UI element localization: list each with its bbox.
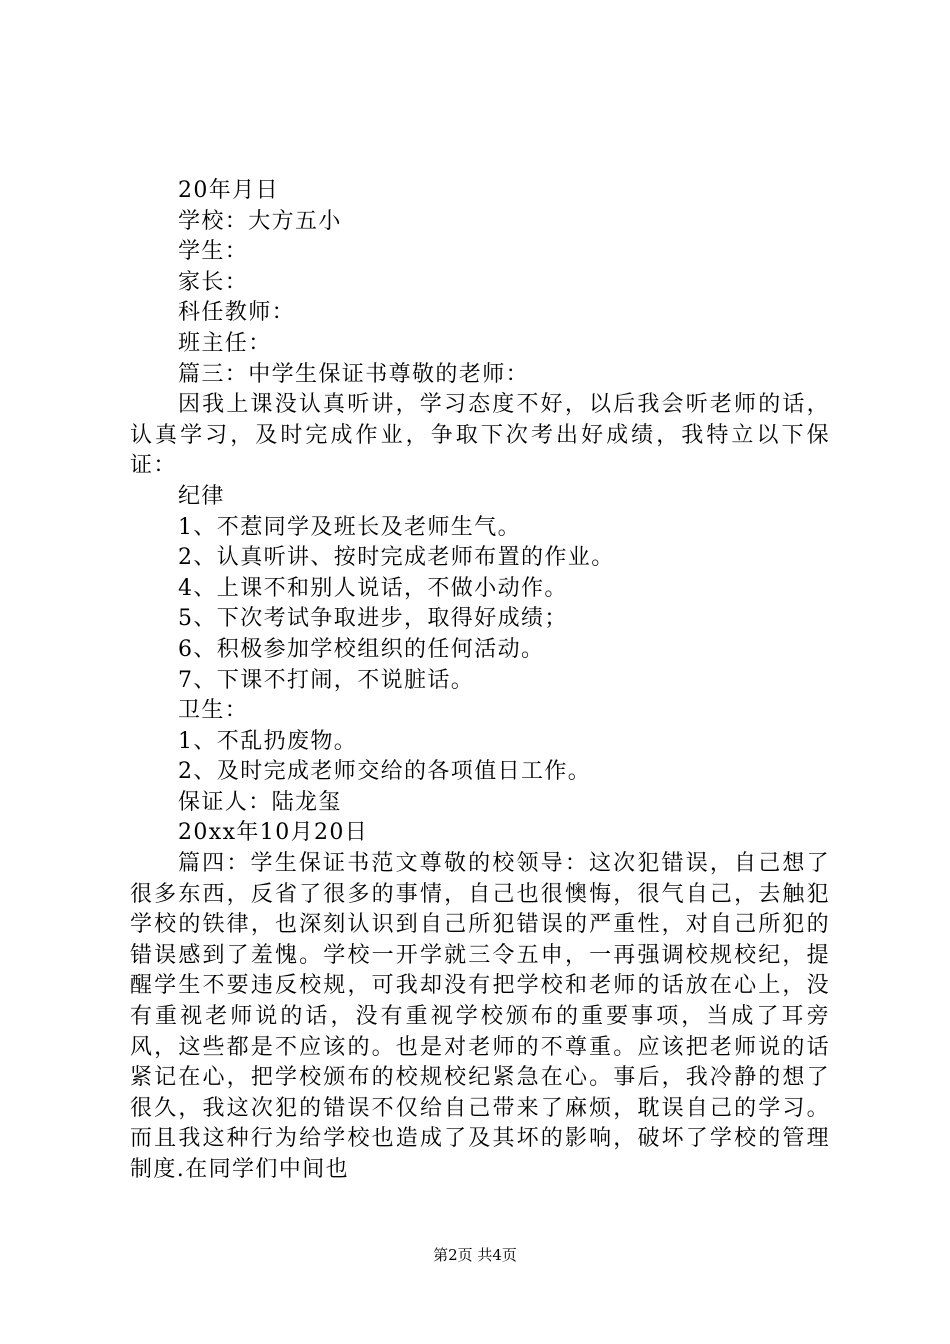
school-line: 学校：大方五小 [178, 208, 342, 234]
list-item: 5、下次考试争取进步，取得好成绩； [178, 606, 568, 632]
page-footer: 第2页 共4页 [433, 1246, 517, 1264]
list-item: 2、及时完成老师交给的各项值日工作。 [178, 759, 592, 785]
list-item: 7、下课不打闹，不说脏话。 [178, 667, 475, 693]
discipline-heading: 纪律 [178, 483, 225, 509]
intro-paragraph: 因我上课没认真听讲，学习态度不好，以后我会听老师的话，认真学习，及时完成作业，争取下次考出好成绩，我特立以下保证： [130, 392, 830, 479]
signature-date: 20xx年10月20日 [178, 820, 369, 846]
section-three-heading: 篇三：中学生保证书尊敬的老师： [178, 361, 530, 387]
parent-line: 家长： [178, 269, 249, 295]
list-item: 1、不惹同学及班长及老师生气。 [178, 514, 521, 540]
list-item: 1、不乱扔废物。 [178, 728, 358, 754]
list-item: 4、上课不和别人说话，不做小动作。 [178, 575, 568, 601]
guarantor-line: 保证人：陆龙玺 [178, 789, 342, 815]
date-line: 20年月日 [178, 178, 279, 203]
document-body [130, 176, 830, 1186]
list-item: 2、认真听讲、按时完成老师布置的作业。 [178, 545, 615, 571]
teacher-line: 科任教师： [178, 300, 296, 326]
list-item: 6、积极参加学校组织的任何活动。 [178, 636, 545, 662]
section-four-paragraph: 篇四：学生保证书范文尊敬的校领导：这次犯错误，自己想了很多东西，反省了很多的事情，自己也很懊悔，很气自己，去触犯学校的铁律，也深刻认识到自己所犯错误的严重性，对自己所犯的错误感到了羞愧。学校一开学就三令五申，一再强调校规校纪，提醒学生不要违反校规，可我却没有把学校和老师的话放在心上，没有重视老师说的话，没有重视学校颁布的重要事项，当成了耳旁风，这些都是不应该的。也是对老师的不尊重。应该把老师说的话紧记在心，把学校颁布的校规校纪紧急在心。事后，我冷静的想了很久，我这次犯的错误不仅给自己带来了麻烦，耽误自己的学习。而且我这种行为给学校也造成了及其坏的影响，破坏了学校的管理制度.在同学们中间也 [130, 851, 830, 1182]
hygiene-heading: 卫生： [178, 698, 249, 724]
head-teacher-line: 班主任： [178, 330, 272, 356]
student-line: 学生： [178, 239, 249, 265]
